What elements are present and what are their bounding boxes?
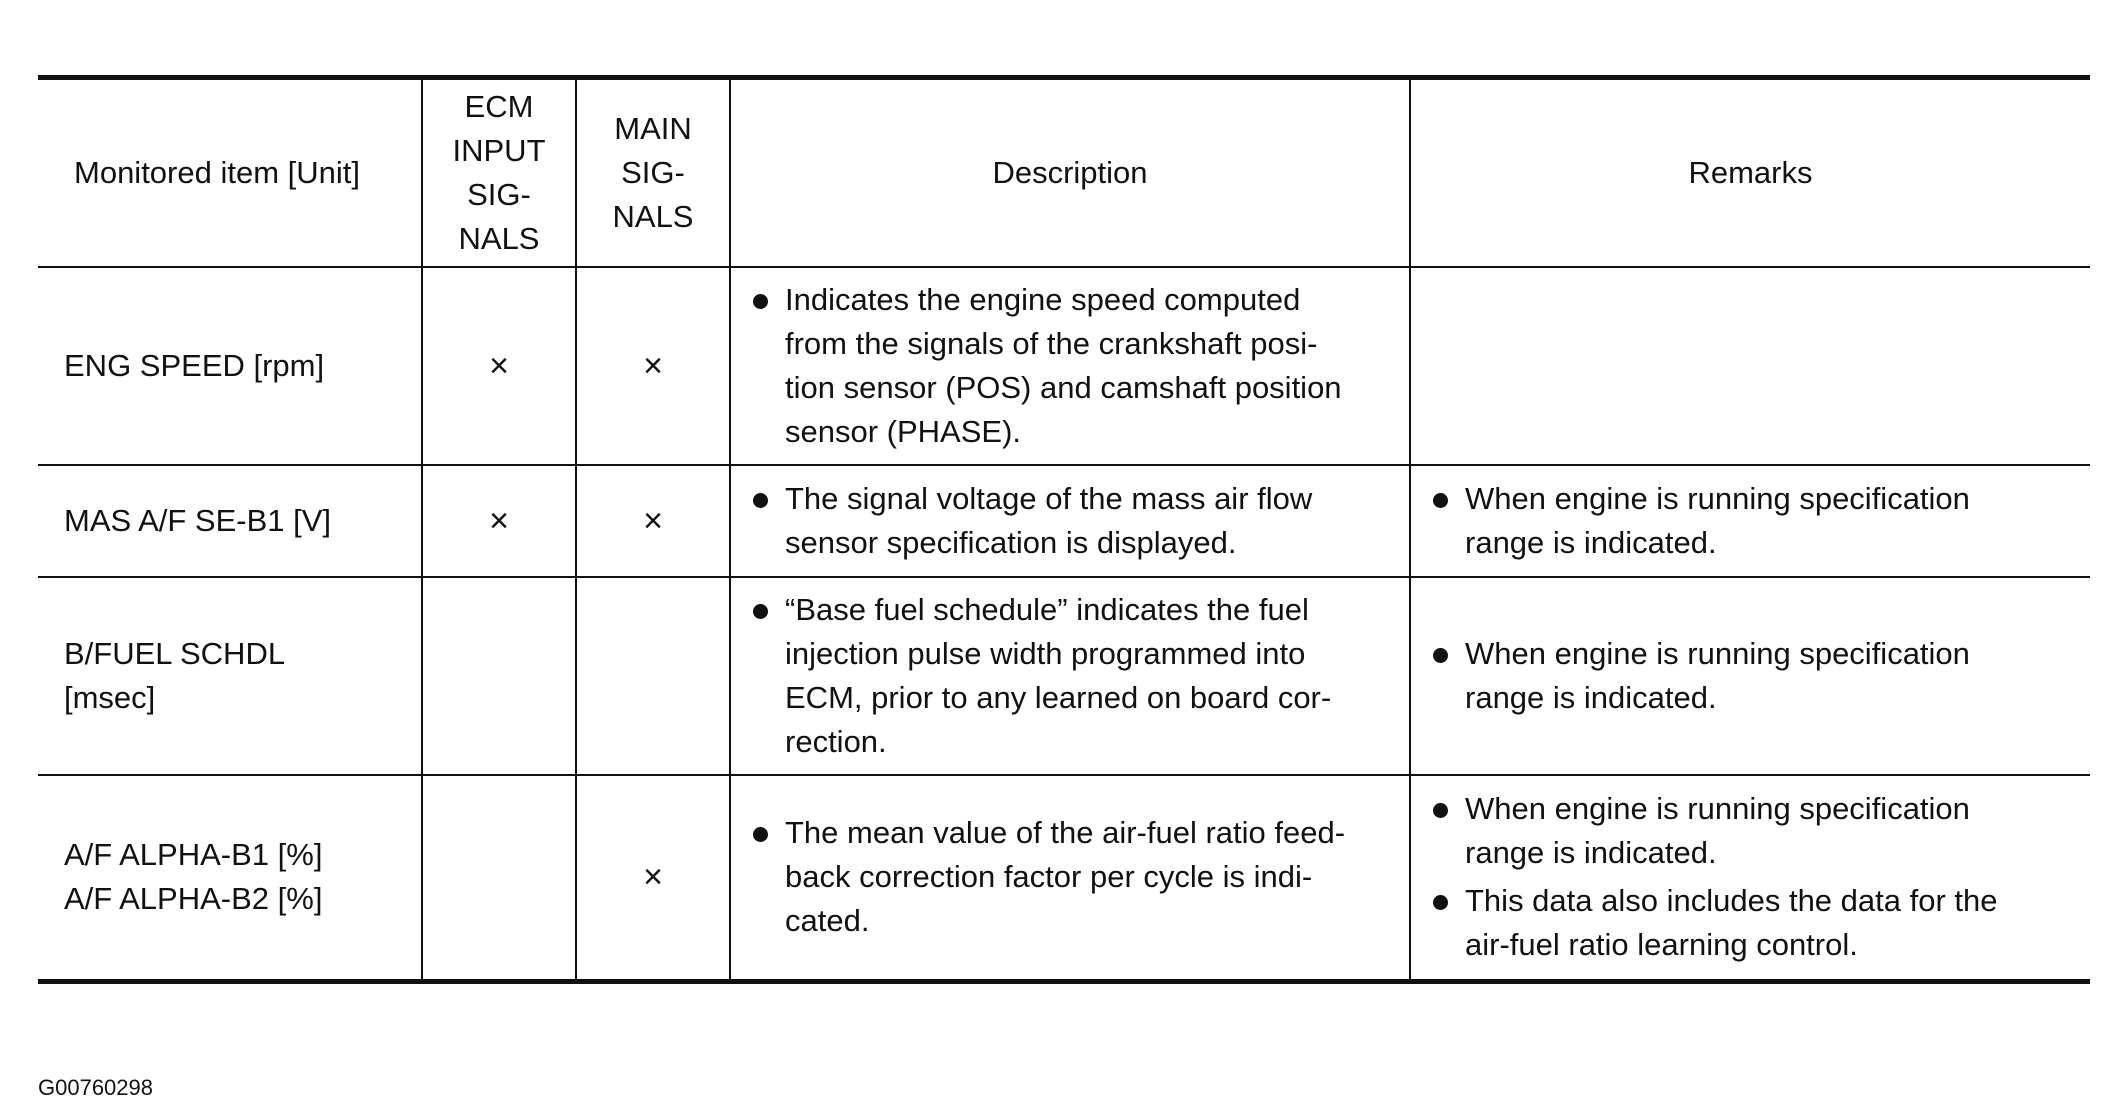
header-ecm-input-line: ECM [464,89,534,124]
remarks-bullet [1429,879,2074,967]
header-main-signals [576,78,730,268]
table-row [38,465,2090,577]
header-remarks [1410,78,2090,268]
header-monitored-item [38,78,422,268]
description-cell [730,267,1410,465]
description-line: injection pulse width programmed into [785,636,1306,671]
description-line: ECM, prior to any learned on board cor- [785,680,1332,715]
table-row [38,577,2090,775]
remarks-line: range is indicated. [1465,525,1717,560]
description-bullet [749,278,1393,454]
ecm-input-mark: × [422,465,576,577]
header-monitored-item-label: Monitored item [Unit] [74,155,360,190]
description-cell [730,775,1410,981]
monitored-item-name: A/F ALPHA-B1 [%] [64,837,323,873]
monitored-item-cell [38,465,422,577]
monitored-item-cell [38,577,422,775]
remarks-line: range is indicated. [1465,680,1717,715]
remarks-bullet [1429,477,2074,565]
remarks-bullet [1429,632,2074,720]
header-main-signals-line: MAIN [614,111,692,146]
monitored-item-name: A/F ALPHA-B2 [%] [64,881,323,917]
header-ecm-input-line: SIG- [467,177,531,212]
description-line: tion sensor (POS) and camshaft position [785,370,1342,405]
ecm-input-mark [422,577,576,775]
remarks-line: This data also includes the data for the [1465,883,1998,919]
monitored-items-table [38,75,2090,984]
remarks-cell [1410,577,2090,775]
figure-id: G00760298 [38,1075,153,1100]
header-description-label: Description [992,155,1148,190]
description-line: rection. [785,724,887,759]
header-ecm-input-line: NALS [458,221,540,256]
description-line: cated. [785,903,870,939]
remarks-line: When engine is running specification [1465,791,1970,827]
description-bullet [749,588,1393,764]
remarks-bullet [1429,787,2074,875]
monitored-item-name: MAS A/F SE-B1 [V] [64,503,332,538]
description-line: back correction factor per cycle is indi- [785,859,1313,895]
main-signals-mark: × [576,465,730,577]
table-row [38,267,2090,465]
description-line: sensor specification is displayed. [785,525,1237,560]
description-line: The mean value of the air-fuel ratio feed- [785,815,1346,851]
header-main-signals-line: NALS [612,199,694,234]
remarks-line: air-fuel ratio learning control. [1465,927,1858,963]
main-signals-mark: × [576,775,730,981]
description-cell [730,577,1410,775]
header-description [730,78,1410,268]
ecm-input-mark: × [422,267,576,465]
main-signals-mark: × [576,267,730,465]
table-row [38,775,2090,981]
monitored-item-cell [38,267,422,465]
description-line: Indicates the engine speed computed [785,282,1301,317]
header-ecm-input-line: INPUT [452,133,546,168]
header-remarks-label: Remarks [1688,155,1813,190]
monitored-item-name: B/FUEL SCHDL [64,636,286,671]
remarks-cell [1410,465,2090,577]
header-ecm-input-signals [422,78,576,268]
remarks-line: When engine is running specification [1465,481,1970,516]
remarks-cell [1410,775,2090,981]
description-line: “Base fuel schedule” indicates the fuel [785,592,1309,627]
description-line: sensor (PHASE). [785,414,1022,449]
description-line: The signal voltage of the mass air flow [785,481,1313,516]
remarks-cell [1410,267,2090,465]
header-main-signals-line: SIG- [621,155,685,190]
ecm-input-mark [422,775,576,981]
table-header-row [38,78,2090,268]
description-cell [730,465,1410,577]
monitored-item-name: ENG SPEED [rpm] [64,348,325,383]
monitor-item-sheet [38,75,2090,1100]
description-bullet [749,811,1393,943]
remarks-line: range is indicated. [1465,835,1717,871]
description-line: from the signals of the crankshaft posi- [785,326,1318,361]
remarks-line: When engine is running specification [1465,636,1970,671]
monitored-item-cell [38,775,422,981]
description-bullet [749,477,1393,565]
monitored-item-unit: [msec] [64,680,156,715]
main-signals-mark [576,577,730,775]
